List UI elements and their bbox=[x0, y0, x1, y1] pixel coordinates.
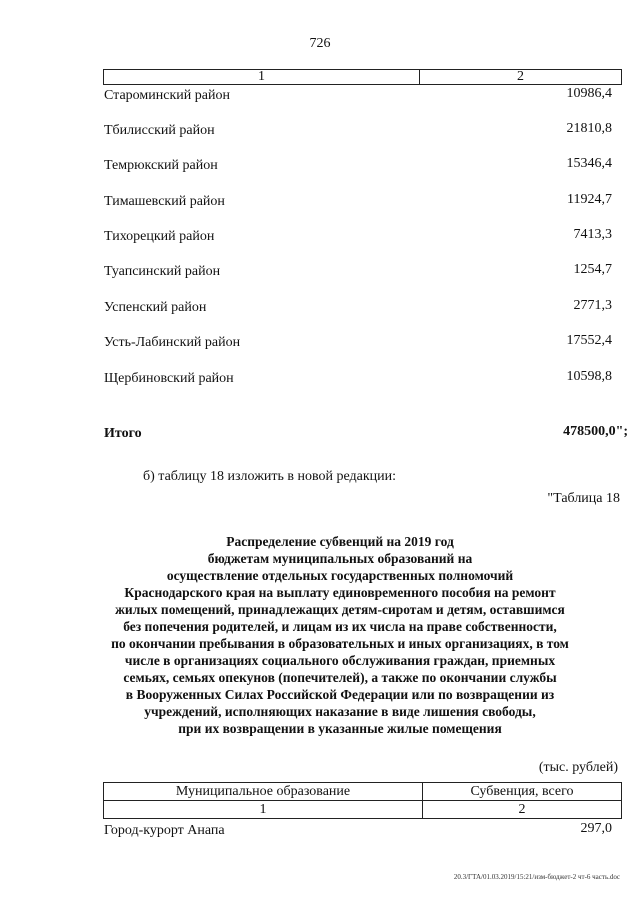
total-value: 478500,0"; bbox=[563, 424, 628, 439]
title-line: семьях, семьях опекунов (попечителей), а также по окончании службы bbox=[123, 670, 557, 685]
title-line: Распределение субвенций на 2019 год bbox=[226, 534, 454, 549]
title-line: числе в организациях социального обслуживания граждан, приемных bbox=[124, 653, 556, 668]
title-line: в Вооруженных Силах Российской Федерации или по возвращении из bbox=[125, 687, 555, 702]
instruction-text: б) таблицу 18 изложить в новой редакции: bbox=[143, 469, 397, 484]
unit-label: (тыс. рублей) bbox=[538, 760, 618, 775]
district-value: 17552,4 bbox=[566, 333, 612, 348]
title-line: без попечения родителей, и лицам из их числа на праве собственности, bbox=[123, 619, 557, 634]
district-name: Тимашевский район bbox=[104, 194, 225, 209]
table1-header bbox=[103, 69, 622, 85]
table-title bbox=[80, 533, 600, 737]
district-value: 11924,7 bbox=[567, 192, 612, 207]
district-value: 21810,8 bbox=[566, 121, 612, 136]
district-name: Успенский район bbox=[104, 300, 207, 315]
table1-col-number-2: 2 bbox=[420, 70, 622, 85]
table-label: "Таблица 18 bbox=[547, 491, 620, 506]
table2-col-municipality: Муниципальное образование bbox=[104, 783, 423, 801]
district-name: Староминский район bbox=[104, 88, 230, 103]
title-line: по окончании пребывания в образовательных и иных организациях, в том bbox=[111, 636, 569, 651]
document-footer: 20.3/ГТА/01.03.2019/15:21/изм-бюджет-2 чт-6 часть.doc bbox=[453, 873, 620, 881]
table2-col-subvention: Субвенция, всего bbox=[423, 783, 622, 801]
title-line: бюджетам муниципальных образований на bbox=[207, 551, 473, 566]
district-name: Щербиновский район bbox=[104, 371, 234, 386]
municipality-name: Город-курорт Анапа bbox=[104, 823, 225, 838]
title-line: осуществление отдельных государственных полномочий bbox=[166, 568, 514, 583]
table2-col-number-2: 2 bbox=[423, 801, 622, 819]
district-name: Тихорецкий район bbox=[104, 229, 215, 244]
municipality-value: 297,0 bbox=[580, 821, 612, 836]
district-name: Усть-Лабинский район bbox=[104, 335, 241, 350]
table2-header bbox=[103, 782, 622, 819]
district-value: 1254,7 bbox=[573, 262, 612, 277]
title-line: учреждений, исполняющих наказание в виде лишения свободы, bbox=[144, 704, 536, 719]
total-label: Итого bbox=[104, 426, 142, 441]
district-value: 10598,8 bbox=[566, 369, 612, 384]
district-name: Тбилисский район bbox=[104, 123, 215, 138]
district-name: Туапсинский район bbox=[104, 264, 221, 279]
district-value: 2771,3 bbox=[573, 298, 612, 313]
table1-col-number-1: 1 bbox=[104, 70, 420, 85]
district-value: 10986,4 bbox=[566, 86, 612, 101]
district-name: Темрюкский район bbox=[104, 158, 218, 173]
page-number: 726 bbox=[309, 36, 331, 51]
table2-col-number-1: 1 bbox=[104, 801, 423, 819]
district-value: 15346,4 bbox=[566, 156, 612, 171]
title-line: жилых помещений, принадлежащих детям-сиротам и детям, оставшимся bbox=[115, 602, 565, 617]
title-line: Краснодарского края на выплату единовременного пособия на ремонт bbox=[124, 585, 556, 600]
district-value: 7413,3 bbox=[573, 227, 612, 242]
title-line: при их возвращении в указанные жилые помещения bbox=[178, 721, 502, 736]
